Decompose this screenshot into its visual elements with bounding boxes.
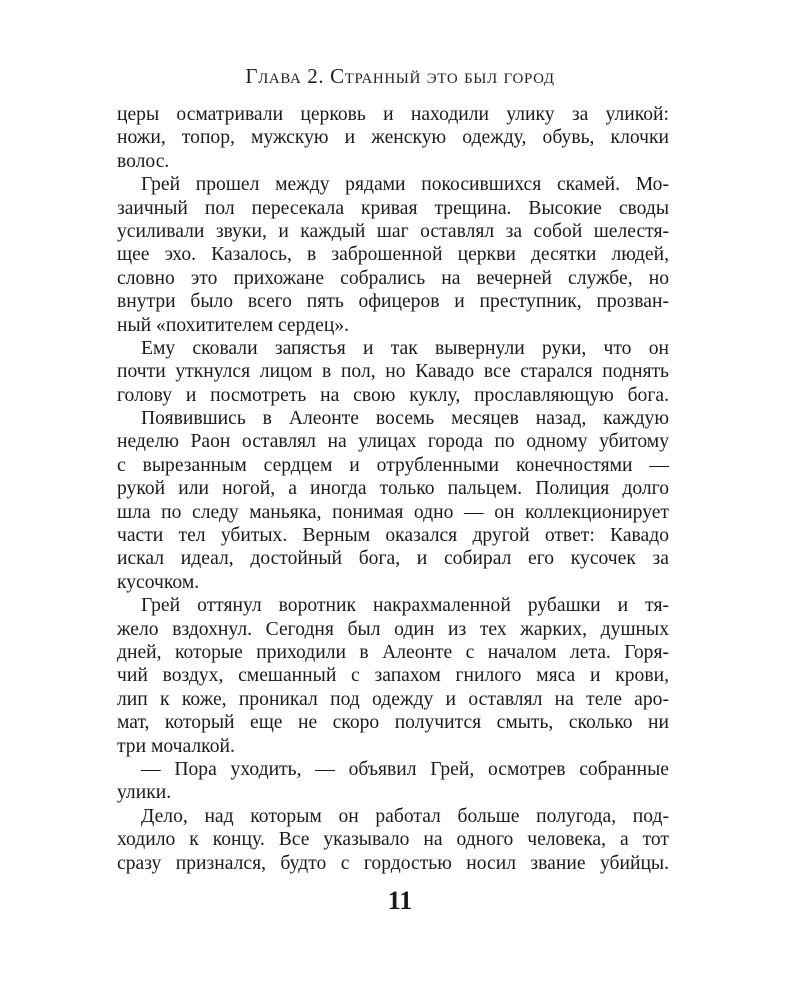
text-line: Грей прошел между рядами покосившихся скамей. Мо- — [141, 174, 669, 196]
text-line: Грей оттянул воротник накрахмаленной рубашки и тя- — [141, 595, 669, 617]
paragraph — [117, 407, 669, 594]
paragraph — [117, 758, 669, 805]
text-line: части тел убитых. Верным оказался другой ответ: Кавадо — [117, 525, 669, 547]
text-line: словно это прихожане собрались на вечерней службе, но — [117, 267, 669, 289]
page-number: 11 — [387, 886, 413, 915]
paragraph — [117, 594, 669, 758]
body-text — [117, 103, 669, 875]
text-line: улики. — [117, 782, 172, 804]
running-head: Глава 2. Странный это был город — [245, 64, 555, 88]
text-line: Ему сковали запястья и так вывернули руки, что он — [141, 337, 669, 359]
text-line: ходило к концу. Все указывало на одного человека, а тот — [117, 829, 669, 851]
text-line: лип к коже, проникал под одежду и оставлял на теле аро- — [117, 688, 669, 710]
text-line: кусочком. — [117, 571, 200, 593]
paragraph — [117, 173, 669, 337]
text-line: сразу признался, будто с гордостью носил звание убийцы. — [117, 852, 669, 874]
text-line: Появившись в Алеонте восемь месяцев назад, каждую — [141, 408, 669, 430]
text-line: — Пора уходить, — объявил Грей, осмотрев собранные — [141, 758, 669, 780]
text-line: три мочалкой. — [117, 735, 235, 757]
text-line: почти уткнулся лицом в пол, но Кавадо все старался поднять — [117, 361, 669, 383]
paragraph — [117, 103, 669, 173]
text-line: внутри было всего пять офицеров и преступник, прозван- — [117, 291, 669, 313]
text-line: волос. — [117, 150, 170, 172]
text-line: с вырезанным сердцем и отрубленными конечностями — — [117, 454, 669, 476]
text-line: ножи, топор, мужскую и женскую одежду, обувь, клочки — [117, 127, 669, 149]
text-line: Дело, над которым он работал больше полугода, под- — [141, 805, 669, 827]
paragraph — [117, 805, 669, 875]
text-line: заичный пол пересекала кривая трещина. Высокие своды — [117, 197, 669, 219]
text-line: дней, которые приходили в Алеонте с началом лета. Горя- — [117, 641, 669, 663]
text-line: рукой или ногой, а иногда только пальцем. Полиция долго — [117, 478, 669, 500]
text-line: щее эхо. Казалось, в заброшенной церкви десятки людей, — [117, 244, 669, 266]
text-line: ный «похитителем сердец». — [117, 314, 350, 336]
text-line: искал идеал, достойный бога, и собирал его кусочек за — [117, 548, 669, 570]
paragraph — [117, 337, 669, 407]
text-line: шла по следу маньяка, понимая одно — он коллекционирует — [117, 501, 669, 523]
text-line: усиливали звуки, и каждый шаг оставлял за собой шелестя- — [117, 220, 669, 242]
text-line: жело вздохнул. Сегодня был один из тех жарких, душных — [117, 618, 669, 640]
text-line: неделю Раон оставлял на улицах города по одному убитому — [117, 431, 669, 453]
text-line: чий воздух, смешанный с запахом гнилого мяса и крови, — [117, 665, 669, 687]
text-line: голову и посмотреть на свою куклу, прославляющую бога. — [117, 384, 669, 406]
text-line: церы осматривали церковь и находили улику за уликой: — [117, 104, 669, 125]
text-line: мат, который еще не скоро получится смыть, сколько ни — [117, 712, 669, 734]
